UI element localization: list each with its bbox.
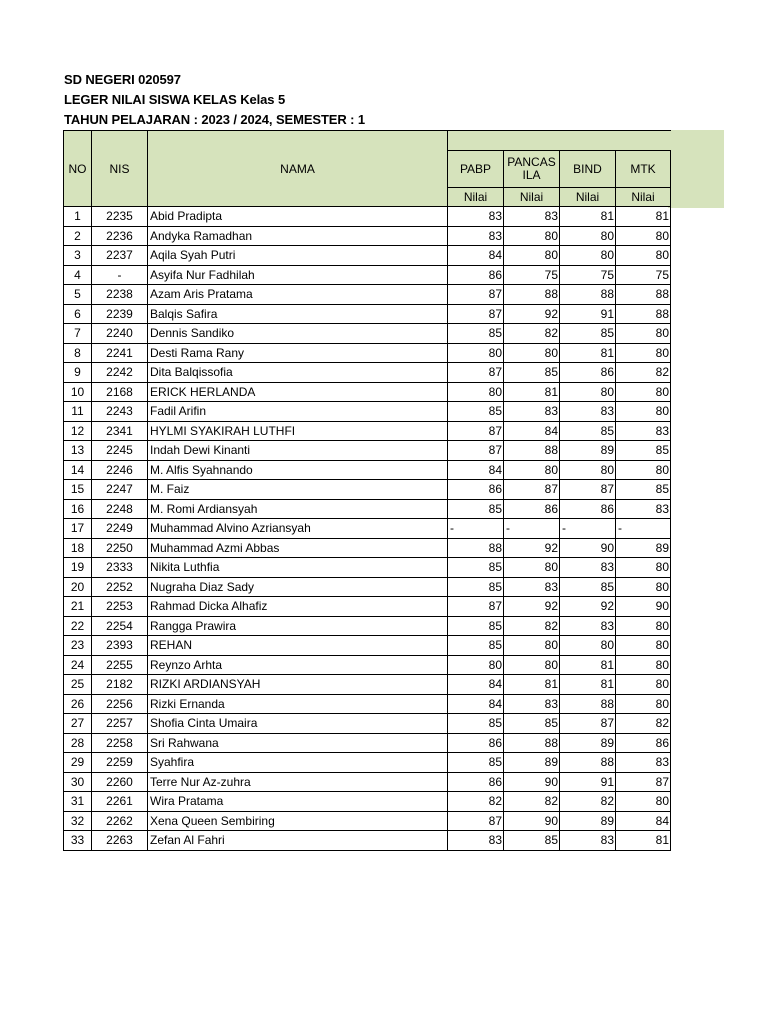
document-title: LEGER NILAI SISWA KELAS Kelas 5 xyxy=(64,92,286,107)
cell-score-pabp: 82 xyxy=(448,792,504,812)
cell-nis: 2249 xyxy=(92,519,148,539)
cell-score-bind: 81 xyxy=(560,655,616,675)
cell-nis: 2246 xyxy=(92,460,148,480)
cell-score-pancasila: 75 xyxy=(504,265,560,285)
cell-score-pabp: 84 xyxy=(448,675,504,695)
col-header-nis: NIS xyxy=(92,131,148,207)
document-header xyxy=(64,70,365,130)
cell-nama: Wira Pratama xyxy=(148,792,448,812)
cell-score-pabp: 85 xyxy=(448,402,504,422)
cell-score-pabp: 85 xyxy=(448,324,504,344)
table-row xyxy=(64,207,671,227)
cell-nis: 2239 xyxy=(92,304,148,324)
cell-score-bind: 80 xyxy=(560,246,616,266)
cell-nis: 2250 xyxy=(92,538,148,558)
cell-no: 11 xyxy=(64,402,92,422)
cell-nama: Sri Rahwana xyxy=(148,733,448,753)
cell-score-mtk: 90 xyxy=(616,597,671,617)
table-row xyxy=(64,343,671,363)
cell-score-mtk: 80 xyxy=(616,655,671,675)
cell-nis: 2245 xyxy=(92,441,148,461)
cell-nis: 2240 xyxy=(92,324,148,344)
cell-score-pancasila: 82 xyxy=(504,792,560,812)
table-row xyxy=(64,460,671,480)
col-subheader-nilai: Nilai xyxy=(616,188,671,207)
cell-nis: 2253 xyxy=(92,597,148,617)
cell-score-mtk: 75 xyxy=(616,265,671,285)
cell-nama: Fadil Arifin xyxy=(148,402,448,422)
cell-score-pabp: 85 xyxy=(448,616,504,636)
cell-score-mtk: 87 xyxy=(616,772,671,792)
cell-no: 32 xyxy=(64,811,92,831)
cell-score-bind: 81 xyxy=(560,675,616,695)
cell-score-mtk: 86 xyxy=(616,733,671,753)
cell-score-pabp: 86 xyxy=(448,480,504,500)
cell-score-pabp: 84 xyxy=(448,460,504,480)
cell-score-bind: 83 xyxy=(560,558,616,578)
cell-score-pabp: 83 xyxy=(448,207,504,227)
cell-score-pabp: 87 xyxy=(448,811,504,831)
cell-score-mtk: 84 xyxy=(616,811,671,831)
cell-nis: 2248 xyxy=(92,499,148,519)
col-header-mtk: MTK xyxy=(616,151,671,188)
cell-score-pabp: 85 xyxy=(448,558,504,578)
cell-score-mtk: 80 xyxy=(616,460,671,480)
cell-score-bind: 80 xyxy=(560,382,616,402)
cell-nama: REHAN xyxy=(148,636,448,656)
cell-score-pancasila: 80 xyxy=(504,246,560,266)
table-row xyxy=(64,441,671,461)
cell-no: 30 xyxy=(64,772,92,792)
table-row xyxy=(64,499,671,519)
cell-nis: 2261 xyxy=(92,792,148,812)
cell-score-bind: 80 xyxy=(560,636,616,656)
cell-no: 26 xyxy=(64,694,92,714)
cell-score-bind: 75 xyxy=(560,265,616,285)
cell-nis: 2235 xyxy=(92,207,148,227)
cell-nama: Indah Dewi Kinanti xyxy=(148,441,448,461)
cell-score-bind: 83 xyxy=(560,616,616,636)
cell-nis: 2182 xyxy=(92,675,148,695)
cell-nama: Reynzo Arhta xyxy=(148,655,448,675)
table-row xyxy=(64,558,671,578)
cell-score-pabp: 80 xyxy=(448,382,504,402)
cell-no: 15 xyxy=(64,480,92,500)
table-row xyxy=(64,811,671,831)
cell-score-pancasila: 81 xyxy=(504,382,560,402)
cell-score-pabp: 80 xyxy=(448,343,504,363)
cell-nama: Zefan Al Fahri xyxy=(148,831,448,851)
cell-score-pabp: 86 xyxy=(448,772,504,792)
cell-score-pancasila: 80 xyxy=(504,636,560,656)
cell-nis: 2341 xyxy=(92,421,148,441)
cell-score-mtk: 80 xyxy=(616,577,671,597)
table-row xyxy=(64,636,671,656)
cell-no: 23 xyxy=(64,636,92,656)
cell-score-pancasila: 92 xyxy=(504,304,560,324)
cell-no: 13 xyxy=(64,441,92,461)
school-name: SD NEGERI 020597 xyxy=(64,72,181,87)
table-row xyxy=(64,772,671,792)
cell-score-bind: 87 xyxy=(560,480,616,500)
table-row xyxy=(64,792,671,812)
table-row xyxy=(64,675,671,695)
cell-score-bind: 89 xyxy=(560,733,616,753)
cell-score-bind: 83 xyxy=(560,402,616,422)
cell-score-bind: 89 xyxy=(560,811,616,831)
cell-score-pabp: 84 xyxy=(448,694,504,714)
cell-no: 29 xyxy=(64,753,92,773)
cell-nama: Asyifa Nur Fadhilah xyxy=(148,265,448,285)
table-row xyxy=(64,519,671,539)
cell-no: 24 xyxy=(64,655,92,675)
cell-score-pabp: 87 xyxy=(448,285,504,305)
cell-score-pancasila: 84 xyxy=(504,421,560,441)
cell-no: 21 xyxy=(64,597,92,617)
cell-score-bind: 91 xyxy=(560,304,616,324)
cell-nama: Terre Nur Az-zuhra xyxy=(148,772,448,792)
cell-score-mtk: 88 xyxy=(616,304,671,324)
subject-group-header xyxy=(448,131,671,151)
cell-score-pabp: 85 xyxy=(448,714,504,734)
cell-nama: Syahfira xyxy=(148,753,448,773)
cell-score-bind: 83 xyxy=(560,831,616,851)
col-header-no: NO xyxy=(64,131,92,207)
col-subheader-nilai: Nilai xyxy=(448,188,504,207)
cell-score-pabp: 80 xyxy=(448,655,504,675)
table-row xyxy=(64,753,671,773)
cell-score-bind: 86 xyxy=(560,499,616,519)
table-row xyxy=(64,421,671,441)
cell-nama: HYLMI SYAKIRAH LUTHFI xyxy=(148,421,448,441)
cell-nis: 2255 xyxy=(92,655,148,675)
cell-score-pancasila: 88 xyxy=(504,441,560,461)
cell-nama: Muhammad Alvino Azriansyah xyxy=(148,519,448,539)
table-row xyxy=(64,655,671,675)
cell-nama: M. Romi Ardiansyah xyxy=(148,499,448,519)
cell-score-bind: 87 xyxy=(560,714,616,734)
cell-score-mtk: 83 xyxy=(616,421,671,441)
cell-nis: 2260 xyxy=(92,772,148,792)
cell-no: 28 xyxy=(64,733,92,753)
cell-nama: Rizki Ernanda xyxy=(148,694,448,714)
cell-score-bind: - xyxy=(560,519,616,539)
cell-no: 3 xyxy=(64,246,92,266)
table-row xyxy=(64,538,671,558)
cell-score-pancasila: 80 xyxy=(504,343,560,363)
cell-nis: 2258 xyxy=(92,733,148,753)
cell-score-mtk: 80 xyxy=(616,636,671,656)
cell-nis: 2257 xyxy=(92,714,148,734)
table-row xyxy=(64,577,671,597)
pancasila-label: PANCASILA xyxy=(507,155,556,182)
cell-score-bind: 90 xyxy=(560,538,616,558)
cell-no: 12 xyxy=(64,421,92,441)
cell-nama: Azam Aris Pratama xyxy=(148,285,448,305)
cell-score-mtk: 80 xyxy=(616,382,671,402)
cell-no: 10 xyxy=(64,382,92,402)
cell-score-bind: 89 xyxy=(560,441,616,461)
cell-no: 16 xyxy=(64,499,92,519)
cell-nis: 2237 xyxy=(92,246,148,266)
cell-score-bind: 85 xyxy=(560,577,616,597)
cell-score-mtk: 89 xyxy=(616,538,671,558)
cell-no: 25 xyxy=(64,675,92,695)
cell-score-pancasila: 82 xyxy=(504,324,560,344)
cell-score-pabp: 85 xyxy=(448,499,504,519)
cell-nama: M. Faiz xyxy=(148,480,448,500)
col-header-bind: BIND xyxy=(560,151,616,188)
cell-score-bind: 88 xyxy=(560,753,616,773)
cell-score-pabp: 87 xyxy=(448,304,504,324)
cell-no: 2 xyxy=(64,226,92,246)
table-row xyxy=(64,616,671,636)
cell-nis: 2393 xyxy=(92,636,148,656)
cell-score-mtk: 80 xyxy=(616,694,671,714)
cell-score-mtk: 81 xyxy=(616,207,671,227)
cell-no: 22 xyxy=(64,616,92,636)
table-row xyxy=(64,285,671,305)
cell-nis: 2252 xyxy=(92,577,148,597)
cell-score-pabp: 85 xyxy=(448,577,504,597)
table-row xyxy=(64,226,671,246)
cell-score-pancasila: 92 xyxy=(504,538,560,558)
cell-score-pancasila: 88 xyxy=(504,733,560,753)
cell-nis: 2254 xyxy=(92,616,148,636)
header-row-top xyxy=(64,131,671,151)
cell-nis: 2243 xyxy=(92,402,148,422)
cell-nis: - xyxy=(92,265,148,285)
cell-nis: 2238 xyxy=(92,285,148,305)
cell-score-bind: 88 xyxy=(560,694,616,714)
cell-score-pabp: 83 xyxy=(448,226,504,246)
col-header-pancasila xyxy=(504,151,560,188)
cell-score-mtk: 80 xyxy=(616,324,671,344)
cell-nama: M. Alfis Syahnando xyxy=(148,460,448,480)
cell-score-bind: 80 xyxy=(560,460,616,480)
cell-score-pancasila: 87 xyxy=(504,480,560,500)
cell-score-mtk: 81 xyxy=(616,831,671,851)
cell-no: 1 xyxy=(64,207,92,227)
cell-score-mtk: 80 xyxy=(616,343,671,363)
cell-nama: Balqis Safira xyxy=(148,304,448,324)
cell-score-mtk: 80 xyxy=(616,246,671,266)
cell-score-pancasila: 86 xyxy=(504,499,560,519)
cell-no: 8 xyxy=(64,343,92,363)
table-row xyxy=(64,714,671,734)
cell-score-bind: 92 xyxy=(560,597,616,617)
cell-score-pabp: 87 xyxy=(448,421,504,441)
cell-nama: Rangga Prawira xyxy=(148,616,448,636)
table-row xyxy=(64,324,671,344)
cell-nama: Muhammad Azmi Abbas xyxy=(148,538,448,558)
col-header-nama: NAMA xyxy=(148,131,448,207)
cell-nis: 2247 xyxy=(92,480,148,500)
cell-nama: Nugraha Diaz Sady xyxy=(148,577,448,597)
cell-score-mtk: - xyxy=(616,519,671,539)
table-row xyxy=(64,733,671,753)
table-row xyxy=(64,265,671,285)
cell-score-pancasila: 83 xyxy=(504,577,560,597)
cell-score-mtk: 85 xyxy=(616,480,671,500)
cell-score-mtk: 80 xyxy=(616,675,671,695)
academic-period: TAHUN PELAJARAN : 2023 / 2024, SEMESTER : 1 xyxy=(64,112,366,127)
cell-score-bind: 80 xyxy=(560,226,616,246)
cell-nis: 2236 xyxy=(92,226,148,246)
cell-nis: 2262 xyxy=(92,811,148,831)
cell-score-pabp: 87 xyxy=(448,363,504,383)
cell-nis: 2263 xyxy=(92,831,148,851)
cell-nama: Abid Pradipta xyxy=(148,207,448,227)
cell-nama: Dennis Sandiko xyxy=(148,324,448,344)
cell-score-pancasila: 85 xyxy=(504,714,560,734)
table-row xyxy=(64,597,671,617)
cell-no: 31 xyxy=(64,792,92,812)
cell-score-mtk: 80 xyxy=(616,558,671,578)
cell-nama: Nikita Luthfia xyxy=(148,558,448,578)
cell-score-pancasila: 80 xyxy=(504,460,560,480)
cell-score-pabp: 86 xyxy=(448,265,504,285)
col-subheader-nilai: Nilai xyxy=(560,188,616,207)
grade-table xyxy=(63,130,671,851)
cell-score-bind: 85 xyxy=(560,421,616,441)
cell-score-bind: 81 xyxy=(560,343,616,363)
cell-score-pancasila: 80 xyxy=(504,655,560,675)
cell-score-mtk: 85 xyxy=(616,441,671,461)
col-header-pabp: PABP xyxy=(448,151,504,188)
table-row xyxy=(64,382,671,402)
cell-nis: 2242 xyxy=(92,363,148,383)
cell-score-pabp: 87 xyxy=(448,441,504,461)
cell-nama: Desti Rama Rany xyxy=(148,343,448,363)
cell-score-pabp: 85 xyxy=(448,636,504,656)
cell-score-bind: 86 xyxy=(560,363,616,383)
cell-score-pancasila: - xyxy=(504,519,560,539)
cell-score-mtk: 82 xyxy=(616,714,671,734)
table-row xyxy=(64,246,671,266)
cell-nis: 2333 xyxy=(92,558,148,578)
cell-score-pancasila: 82 xyxy=(504,616,560,636)
table-row xyxy=(64,304,671,324)
cell-no: 4 xyxy=(64,265,92,285)
cell-no: 9 xyxy=(64,363,92,383)
cell-no: 18 xyxy=(64,538,92,558)
cell-score-mtk: 88 xyxy=(616,285,671,305)
cell-score-mtk: 80 xyxy=(616,792,671,812)
cell-score-pancasila: 85 xyxy=(504,831,560,851)
cell-no: 27 xyxy=(64,714,92,734)
cell-score-pancasila: 80 xyxy=(504,226,560,246)
cell-no: 33 xyxy=(64,831,92,851)
cell-score-pancasila: 83 xyxy=(504,207,560,227)
col-subheader-nilai: Nilai xyxy=(504,188,560,207)
cell-score-mtk: 80 xyxy=(616,616,671,636)
cell-score-bind: 85 xyxy=(560,324,616,344)
cell-score-mtk: 83 xyxy=(616,499,671,519)
cell-nis: 2259 xyxy=(92,753,148,773)
cell-no: 6 xyxy=(64,304,92,324)
cell-nama: Rahmad Dicka Alhafiz xyxy=(148,597,448,617)
cell-score-pancasila: 83 xyxy=(504,694,560,714)
cell-score-bind: 88 xyxy=(560,285,616,305)
cell-score-pancasila: 89 xyxy=(504,753,560,773)
cell-score-pabp: - xyxy=(448,519,504,539)
cell-no: 14 xyxy=(64,460,92,480)
cell-nama: Dita Balqissofia xyxy=(148,363,448,383)
cell-score-pabp: 84 xyxy=(448,246,504,266)
cell-score-pancasila: 90 xyxy=(504,811,560,831)
cell-score-pancasila: 88 xyxy=(504,285,560,305)
cell-score-pancasila: 85 xyxy=(504,363,560,383)
cell-nama: RIZKI ARDIANSYAH xyxy=(148,675,448,695)
cell-no: 20 xyxy=(64,577,92,597)
cell-score-bind: 82 xyxy=(560,792,616,812)
table-row xyxy=(64,694,671,714)
cell-nama: Aqila Syah Putri xyxy=(148,246,448,266)
cell-no: 17 xyxy=(64,519,92,539)
cell-nis: 2241 xyxy=(92,343,148,363)
cell-score-pabp: 83 xyxy=(448,831,504,851)
cell-score-pabp: 86 xyxy=(448,733,504,753)
cell-score-pancasila: 90 xyxy=(504,772,560,792)
cell-score-mtk: 80 xyxy=(616,402,671,422)
cell-score-bind: 81 xyxy=(560,207,616,227)
cell-score-pancasila: 81 xyxy=(504,675,560,695)
cell-nama: Shofia Cinta Umaira xyxy=(148,714,448,734)
cell-score-pancasila: 92 xyxy=(504,597,560,617)
cell-nis: 2168 xyxy=(92,382,148,402)
cell-score-pancasila: 80 xyxy=(504,558,560,578)
cell-no: 19 xyxy=(64,558,92,578)
cell-no: 7 xyxy=(64,324,92,344)
cell-score-mtk: 82 xyxy=(616,363,671,383)
header-fill-extension xyxy=(668,130,724,208)
cell-nama: Andyka Ramadhan xyxy=(148,226,448,246)
cell-no: 5 xyxy=(64,285,92,305)
cell-score-mtk: 83 xyxy=(616,753,671,773)
cell-nama: ERICK HERLANDA xyxy=(148,382,448,402)
cell-score-pabp: 87 xyxy=(448,597,504,617)
cell-score-mtk: 80 xyxy=(616,226,671,246)
cell-score-pabp: 85 xyxy=(448,753,504,773)
cell-score-pancasila: 83 xyxy=(504,402,560,422)
cell-score-pabp: 88 xyxy=(448,538,504,558)
cell-nis: 2256 xyxy=(92,694,148,714)
cell-score-bind: 91 xyxy=(560,772,616,792)
cell-nama: Xena Queen Sembiring xyxy=(148,811,448,831)
table-row xyxy=(64,402,671,422)
table-row xyxy=(64,480,671,500)
table-row xyxy=(64,363,671,383)
table-row xyxy=(64,831,671,851)
